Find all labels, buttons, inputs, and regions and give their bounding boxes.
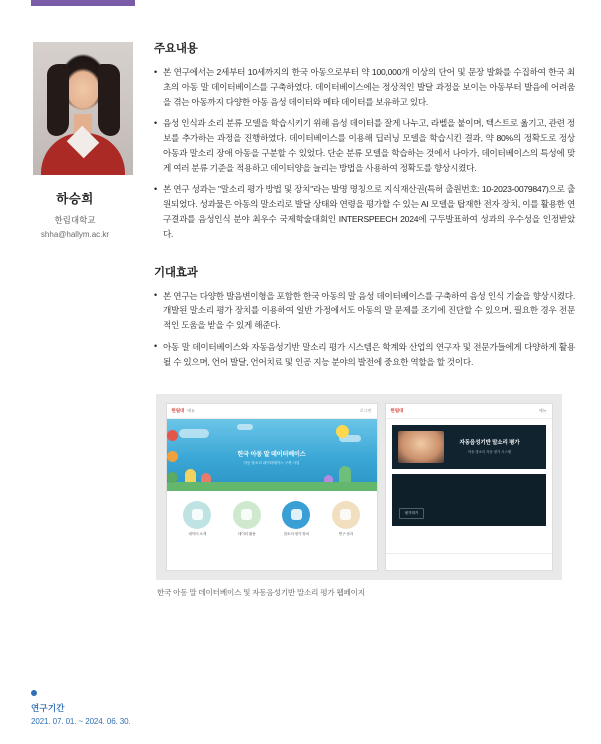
site-logo: 한림대: [390, 407, 404, 413]
cloud-icon: [237, 424, 253, 430]
section-title-main-content: 주요내용: [154, 43, 198, 55]
nav-menu-label: 메뉴: [187, 407, 195, 413]
microphone-icon: [282, 501, 310, 529]
feature-item: [276, 501, 316, 537]
portrait-hair-left: [47, 64, 69, 136]
research-period-block: [31, 690, 151, 726]
screenshot-navbar: [386, 404, 552, 419]
figure-image: [156, 394, 562, 580]
feature-item: [227, 501, 267, 537]
screenshot-hero-banner: [167, 419, 377, 491]
list-item: • 아동 말 데이터베이스와 자동음성기반 말소리 평가 시스템은 학계와 산업의 연구자 및 전문가들에게 다양하게 활용될 수 있으며, 언어 발달, 언어치료 및 인공 지능 분야의 발전에 중요한 역할을 할 것이다.: [154, 340, 575, 370]
sun-icon: [336, 425, 349, 438]
database-icon: [183, 501, 211, 529]
figure-area: [154, 394, 575, 598]
researcher-name: 하승희: [56, 192, 94, 206]
evaluate-button: 평가하기: [399, 508, 425, 519]
webpage-screenshot-database: [166, 403, 378, 571]
researcher-email: shha@hallym.ac.kr: [40, 230, 110, 239]
bullet-dot-icon: [31, 690, 37, 696]
portrait-hair-right: [98, 64, 120, 136]
hero-title: 한국 아동 말 데이터베이스: [237, 450, 306, 458]
expected-effect-list: [154, 289, 575, 370]
profile-sidebar: [0, 0, 150, 744]
chart-icon: [233, 501, 261, 529]
research-period-value: 2021. 07. 01. ~ 2024. 06. 30.: [31, 717, 131, 726]
figure-caption: 한국 아동 말 데이터베이스 및 자동음성기반 말소리 평가 웹페이지: [157, 587, 365, 597]
side-tab-group: [167, 430, 178, 483]
hero-title: 자동음성기반 말소리 평가: [459, 439, 520, 446]
list-item: • 본 연구 성과는 "말소리 평가 방법 및 장치"라는 발명 명칭으로 지식재산권(특허 출원번호: 10-2023-0079847)으로 출원되었다. 성과물은 아동의 말소리로 발달 상태와 연령을 평가할 수 있는 AI 모델을 탑재한 전자 장치, 이를 활용한 연구결과를 음성인식 분야 최우수 국제학술대회인 INTERSPEECH 2024에 구두발표하여 성과의 우수성을 인정받았다.: [154, 182, 575, 241]
main-content-list: [154, 65, 575, 242]
webpage-screenshot-assessment: [385, 403, 553, 571]
screenshot-footer: [386, 553, 552, 570]
research-period-label: 연구기간: [31, 703, 65, 713]
list-item: • 음성 인식과 소리 분류 모델을 학습시키기 위해 음성 데이터를 잘게 나누고, 라벨을 붙이며, 텍스트로 옮기고, 관련 정보를 추가하는 과정을 진행하였다. 데이터베이스를 이용해 딥러닝 모델을 학습시킨 결과, 약 80%의 정확도로 정상 아동과 말소리 장애 아동을 구분할 수 있었다. 단순 분류 모델을 학습하는 것에서 나아가, 데이터베이스의 특성에 맞게 여러 분류 기준을 적용하고 데이터양을 늘리는 방법을 사용하여 정확도를 향상시켰다.: [154, 116, 575, 175]
ground-strip: [167, 482, 377, 491]
child-photo: [398, 431, 444, 463]
feature-label: 데이터 소개: [188, 531, 207, 536]
feature-label: 말소리 평가 장치: [283, 531, 309, 536]
screenshot-navbar: [167, 404, 377, 419]
hero-text-group: [442, 438, 538, 454]
cloud-icon: [179, 429, 209, 438]
avatar: [33, 42, 133, 175]
accent-bar: [31, 0, 135, 6]
login-link: 로그인: [359, 407, 372, 413]
nav-menu-label: 메뉴: [538, 407, 547, 413]
feature-label: 데이터 활용: [237, 531, 256, 536]
researcher-affiliation: 한림대학교: [54, 215, 96, 225]
list-item: • 본 연구는 다양한 발음변이형을 포함한 한국 아동의 말 음성 데이터베이스를 구축하여 음성 인식 기술을 향상시켰다. 개발된 말소리 평가 장치를 이용하여 일반 가정에서도 아동의 말 문제를 조기에 진단할 수 있으며, 필요한 경우 전문적인 도움을 받을 수 있게 해준다.: [154, 289, 575, 333]
side-tab-icon: [167, 451, 178, 462]
side-tab-icon: [167, 430, 178, 441]
site-logo: 한림대: [171, 407, 185, 413]
feature-item: [177, 501, 217, 537]
list-item: • 본 연구에서는 2세부터 10세까지의 한국 아동으로부터 약 100,000개 이상의 단어 및 문장 발화를 수집하여 한국 최초의 아동 말 데이터베이스를 구축하였다. 데이터베이스에는 정상적인 발달 과정을 보이는 아동부터 발음에 어려움을 겪는 아동까지 다양한 아동 음성 데이터와 메타 데이터를 보유하고 있다.: [154, 65, 575, 109]
hero-subtitle: 아동 말소리 데이터베이스 구축 사업: [243, 460, 300, 465]
feature-item: [326, 501, 366, 537]
portrait-photo: [33, 42, 133, 175]
section-title-expected-effect: 기대효과: [154, 266, 198, 279]
screenshot-feature-row: [167, 491, 377, 537]
feature-label: 연구 성과: [338, 531, 353, 536]
screenshot-content-panel: [392, 474, 546, 526]
content-column: [150, 0, 601, 744]
document-icon: [332, 501, 360, 529]
screenshot-hero-banner: [392, 425, 546, 469]
hero-subtitle: 아동 말소리 자동 평가 시스템: [467, 449, 512, 454]
side-tab-icon: [167, 472, 178, 483]
